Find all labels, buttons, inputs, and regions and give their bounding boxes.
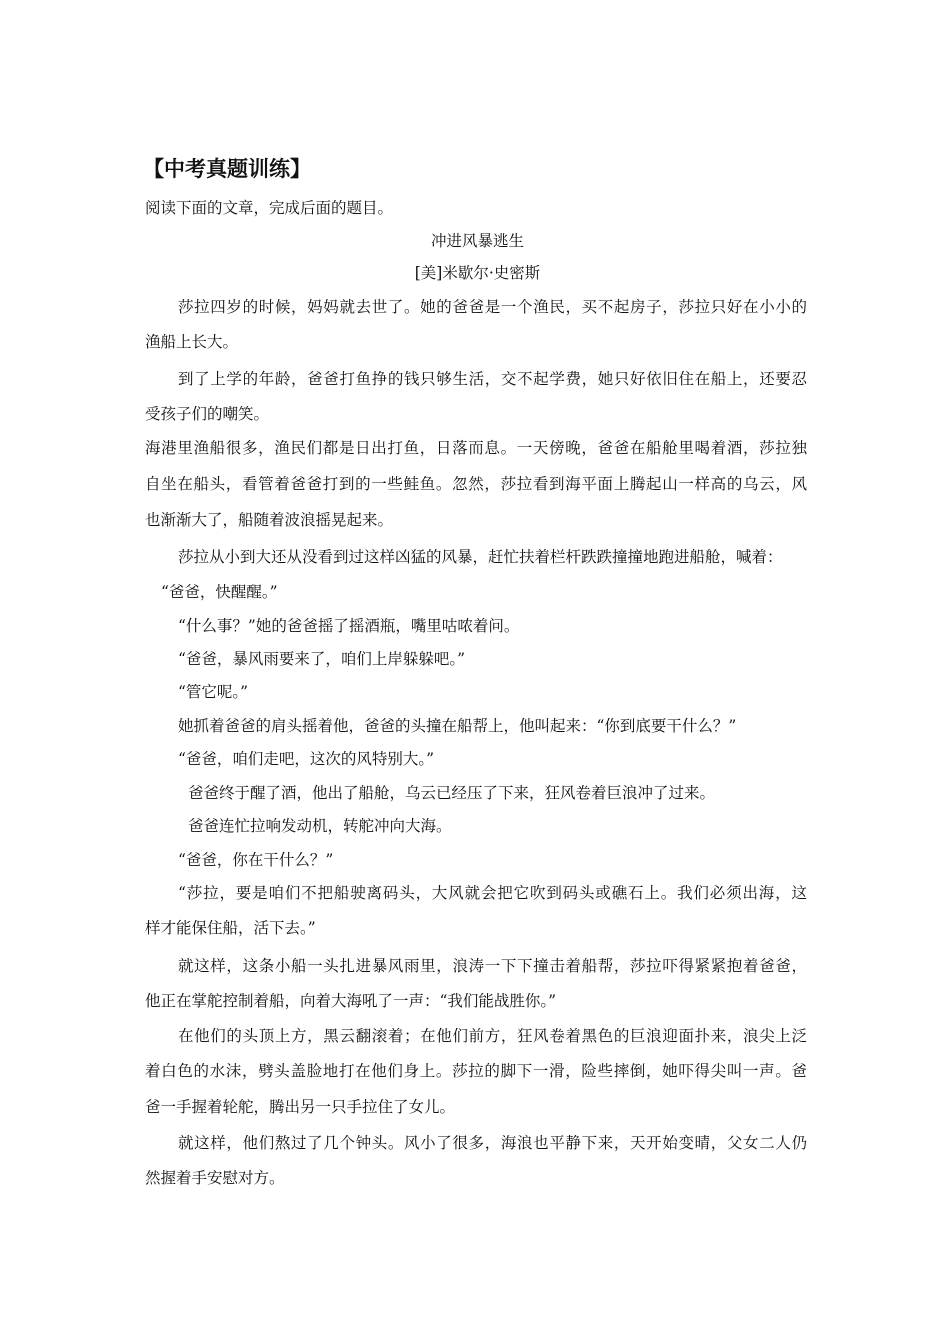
paragraph-line: 着白色的水沫，劈头盖脸地打在他们身上。莎拉的脚下一滑，险些摔倒，她吓得尖叫一声。爸 [145, 1062, 807, 1080]
paragraph-line: 受孩子们的嘲笑。 [145, 405, 270, 423]
paragraph-line: “爸爸，咱们走吧，这次的风特别大。” [178, 750, 435, 768]
paragraph-line: “什么事？”她的爸爸摇了摇酒瓶，嘴里咕哝着问。 [178, 617, 520, 635]
paragraph-line: 就这样，这条小船一头扎进暴风雨里，浪涛一下下撞击着船帮，莎拉吓得紧紧抱着爸爸， [178, 957, 807, 975]
paragraph-line: 渔船上长大。 [145, 333, 239, 351]
paragraph-line: “莎拉，要是咱们不把船驶离码头，大风就会把它吹到码头或礁石上。我们必须出海，这 [178, 884, 807, 902]
article-title: 冲进风暴逃生 [430, 232, 524, 250]
paragraph-line: “爸爸，快醒醒。” [161, 583, 278, 601]
paragraph-line: 爸爸连忙拉响发动机，转舵冲向大海。 [188, 817, 452, 835]
paragraph-line: 就这样，他们熬过了几个钟头。风小了很多，海浪也平静下来，天开始变晴，父女二人仍 [178, 1134, 807, 1152]
paragraph-line: 莎拉从小到大还从没看到过这样凶猛的风暴，赶忙扶着栏杆跌跌撞撞地跑进船舱，喊着： [178, 548, 783, 566]
paragraph-line: 自坐在船头，看管着爸爸打到的一些鲑鱼。忽然，莎拉看到海平面上腾起山一样高的乌云，风 [145, 475, 807, 493]
paragraph-line: 然握着手安慰对方。 [145, 1169, 285, 1187]
instruction-text: 阅读下面的文章，完成后面的题目。 [145, 199, 394, 217]
article-author: [美]米歇尔·史密斯 [414, 264, 541, 282]
paragraph-line: “爸爸，暴风雨要来了，咱们上岸躲躲吧。” [178, 650, 466, 668]
section-heading: 【中考真题训练】 [143, 157, 311, 181]
paragraph-line: “管它呢。” [178, 683, 249, 701]
paragraph-line: “爸爸，你在干什么？” [178, 851, 334, 869]
paragraph-line: 爸爸终于醒了酒，他出了船舱，乌云已经压了下来，狂风卷着巨浪冲了过来。 [188, 784, 716, 802]
paragraph-line: 也渐渐大了，船随着波浪摇晃起来。 [145, 511, 394, 529]
paragraph-line: 莎拉四岁的时候，妈妈就去世了。她的爸爸是一个渔民，买不起房子，莎拉只好在小小的 [178, 298, 807, 316]
paragraph-line: 样才能保住船，活下去。” [145, 919, 316, 937]
paragraph-line: 在他们的头顶上方，黑云翻滚着；在他们前方，狂风卷着黑色的巨浪迎面扑来，浪尖上泛 [178, 1027, 807, 1045]
paragraph-line: 到了上学的年龄，爸爸打鱼挣的钱只够生活，交不起学费，她只好依旧住在船上，还要忍 [178, 370, 807, 388]
paragraph-line: 她抓着爸爸的肩头摇着他，爸爸的头撞在船帮上，他叫起来：“你到底要干什么？” [178, 717, 737, 735]
paragraph-line: 海港里渔船很多，渔民们都是日出打鱼，日落而息。一天傍晚，爸爸在船舱里喝着酒，莎拉独 [145, 439, 807, 457]
paragraph-line: 爸一手握着轮舵，腾出另一只手拉住了女儿。 [145, 1098, 456, 1116]
paragraph-line: 他正在掌舵控制着船，向着大海吼了一声：“我们能战胜你。” [145, 992, 557, 1010]
